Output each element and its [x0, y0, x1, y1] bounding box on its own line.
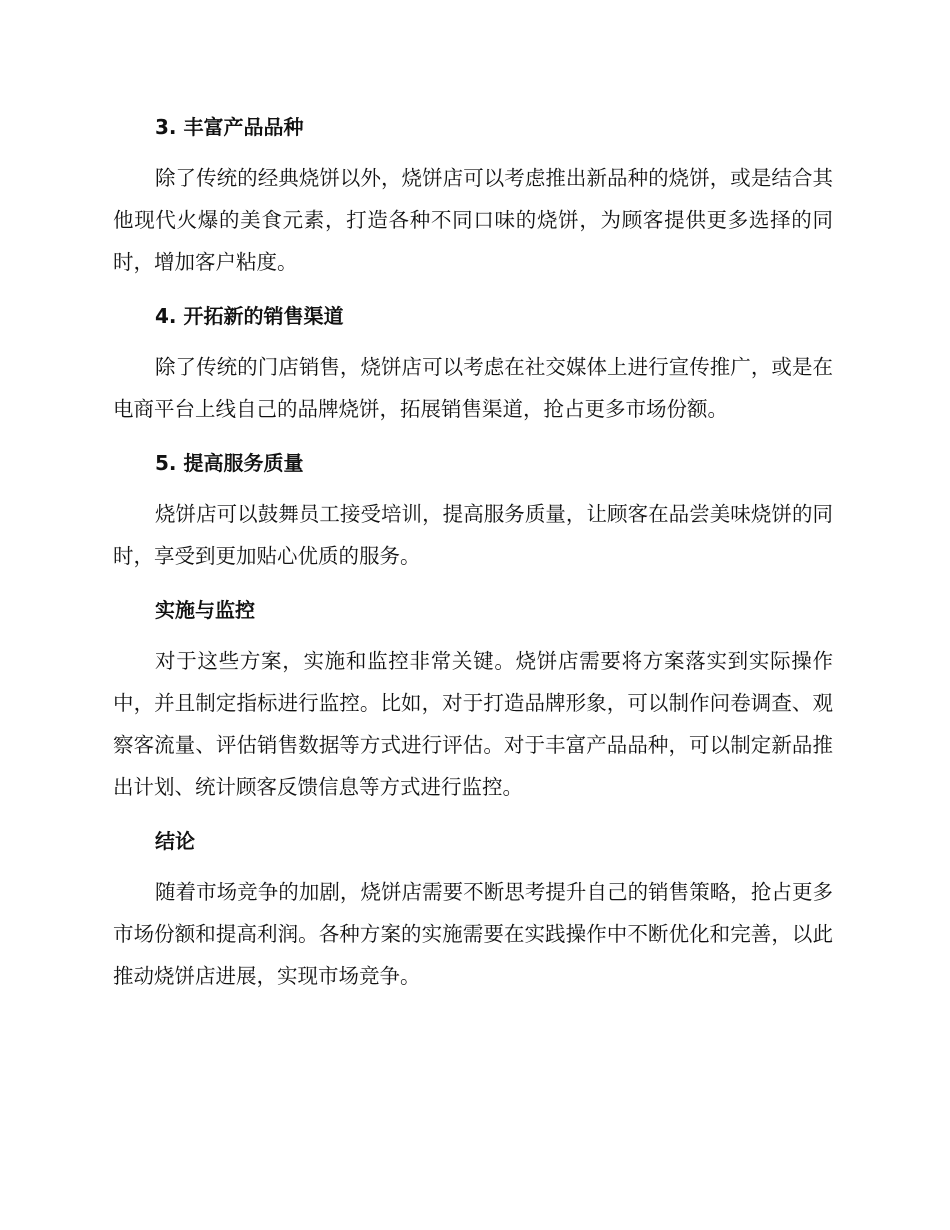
section-paragraph-sales-channels: 除了传统的门店销售，烧饼店可以考虑在社交媒体上进行宣传推广，或是在电商平台上线自己的品牌烧饼，拓展销售渠道，抢占更多市场份额。: [113, 355, 833, 421]
section-heading-product-variety: 3. 丰富产品品种: [155, 115, 304, 139]
section-paragraph-conclusion: 随着市场竞争的加剧，烧饼店需要不断思考提升自己的销售策略，抢占更多市场份额和提高利润。各种方案的实施需要在实践操作中不断优化和完善，以此推动烧饼店进展，实现市场竞争。: [113, 880, 833, 988]
document-content: [113, 107, 833, 1010]
section-heading-service-quality: 5. 提高服务质量: [155, 451, 304, 475]
section-heading-sales-channels: 4. 开拓新的销售渠道: [155, 304, 344, 328]
section-paragraph-product-variety: 除了传统的经典烧饼以外，烧饼店可以考虑推出新品种的烧饼，或是结合其他现代火爆的美食元素，打造各种不同口味的烧饼，为顾客提供更多选择的同时，增加客户粘度。: [113, 166, 833, 274]
section-heading-conclusion: 结论: [155, 829, 195, 853]
section-paragraph-service-quality: 烧饼店可以鼓舞员工接受培训，提高服务质量，让顾客在品尝美味烧饼的同时，享受到更加贴心优质的服务。: [113, 502, 833, 568]
section-heading-implementation: 实施与监控: [155, 598, 255, 622]
section-paragraph-implementation: 对于这些方案，实施和监控非常关键。烧饼店需要将方案落实到实际操作中，并且制定指标进行监控。比如，对于打造品牌形象，可以制作问卷调查、观察客流量、评估销售数据等方式进行评估。对于丰富产品品种，可以制定新品推出计划、统计顾客反馈信息等方式进行监控。: [113, 649, 833, 799]
